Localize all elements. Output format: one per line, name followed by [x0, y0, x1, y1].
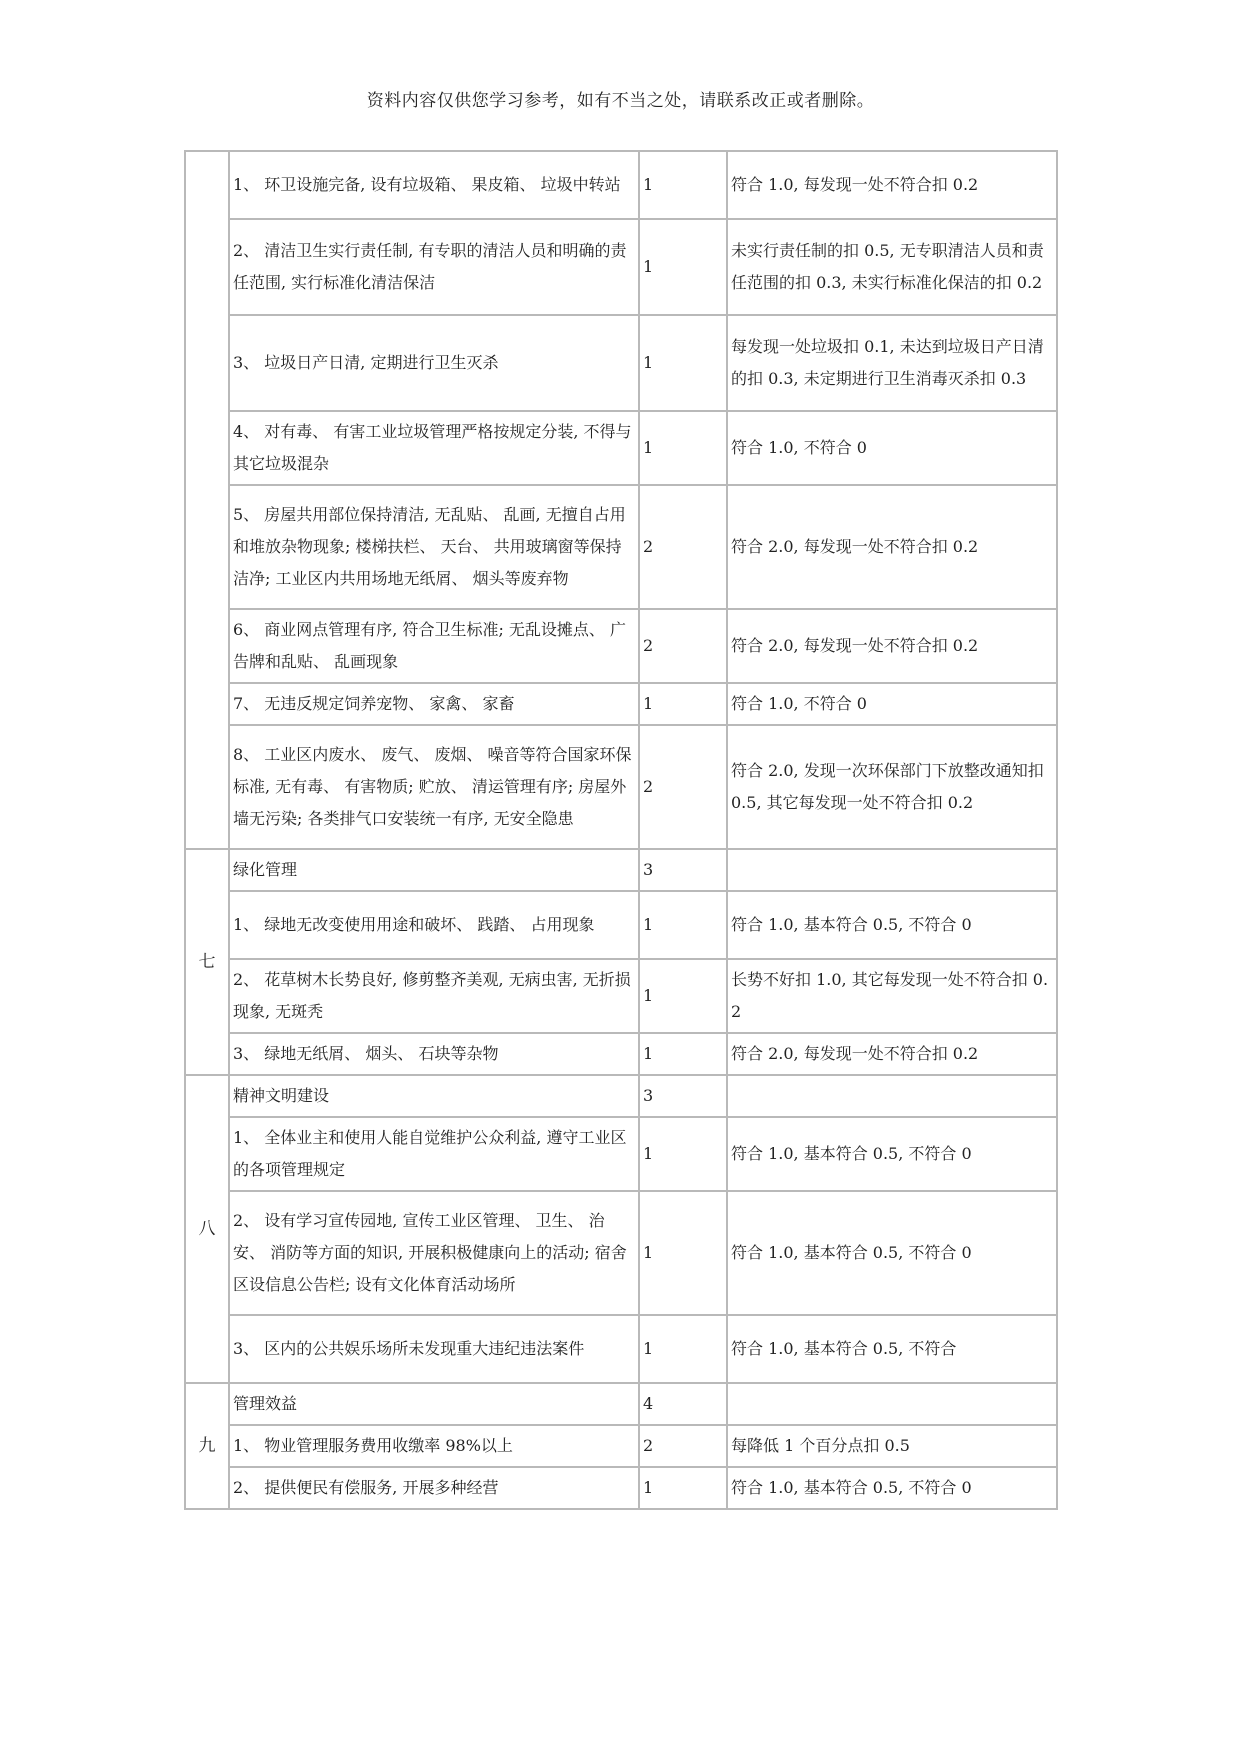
item-description: 3、 垃圾日产日清, 定期进行卫生灭杀 [229, 315, 639, 411]
item-standard: 符合 1.0, 不符合 0 [727, 411, 1057, 485]
page-header-notice: 资料内容仅供您学习参考，如有不当之处，请联系改正或者删除。 [366, 91, 875, 111]
table-row [185, 891, 1057, 959]
item-standard: 符合 1.0, 基本符合 0.5, 不符合 [727, 1315, 1057, 1383]
table-row [185, 1033, 1057, 1075]
table-row [185, 959, 1057, 1033]
item-score: 1 [639, 891, 727, 959]
section-title-row [185, 849, 1057, 891]
item-standard: 符合 1.0, 基本符合 0.5, 不符合 0 [727, 891, 1057, 959]
section-number: 七 [185, 849, 229, 1075]
item-description: 1、 全体业主和使用人能自觉维护公众利益, 遵守工业区的各项管理规定 [229, 1117, 639, 1191]
item-score: 1 [639, 683, 727, 725]
item-standard: 未实行责任制的扣 0.5, 无专职清洁人员和责 任范围的扣 0.3, 未实行标准化保洁的扣 0.2 [727, 219, 1057, 315]
item-description: 3、 绿地无纸屑、 烟头、 石块等杂物 [229, 1033, 639, 1075]
table-row [185, 315, 1057, 411]
item-description: 1、 绿地无改变使用用途和破坏、 践踏、 占用现象 [229, 891, 639, 959]
item-standard: 符合 1.0, 每发现一处不符合扣 0.2 [727, 151, 1057, 219]
item-description: 6、 商业网点管理有序, 符合卫生标准; 无乱设摊点、 广告牌和乱贴、 乱画现象 [229, 609, 639, 683]
table-row [185, 151, 1057, 219]
item-standard: 符合 2.0, 每发现一处不符合扣 0.2 [727, 1033, 1057, 1075]
section-title-row [185, 1075, 1057, 1117]
item-standard: 符合 1.0, 基本符合 0.5, 不符合 0 [727, 1467, 1057, 1509]
table-row [185, 1425, 1057, 1467]
item-standard: 符合 1.0, 基本符合 0.5, 不符合 0 [727, 1191, 1057, 1315]
item-standard [727, 849, 1057, 891]
item-score: 1 [639, 315, 727, 411]
item-standard: 每发现一处垃圾扣 0.1, 未达到垃圾日产日清 的扣 0.3, 未定期进行卫生消毒灭杀扣 0.3 [727, 315, 1057, 411]
item-score: 1 [639, 1117, 727, 1191]
item-description: 2、 设有学习宣传园地, 宣传工业区管理、 卫生、 治安、 消防等方面的知识, 开展积极健康向上的活动; 宿舍区设信息公告栏; 设有文化体育活动场所 [229, 1191, 639, 1315]
table-row [185, 683, 1057, 725]
item-score: 1 [639, 1315, 727, 1383]
item-description: 8、 工业区内废水、 废气、 废烟、 噪音等符合国家环保标准, 无有毒、 有害物质; 贮放、 清运管理有序; 房屋外墙无污染; 各类排气口安装统一有序, 无安全隐患 [229, 725, 639, 849]
item-score: 1 [639, 411, 727, 485]
item-standard: 符合 2.0, 每发现一处不符合扣 0.2 [727, 609, 1057, 683]
section-number: 九 [185, 1383, 229, 1509]
item-description: 7、 无违反规定饲养宠物、 家禽、 家畜 [229, 683, 639, 725]
item-standard: 长势不好扣 1.0, 其它每发现一处不符合扣 0.2 [727, 959, 1057, 1033]
item-description: 2、 清洁卫生实行责任制, 有专职的清洁人员和明确的责任范围, 实行标准化清洁保洁 [229, 219, 639, 315]
table-row [185, 1467, 1057, 1509]
table-row [185, 725, 1057, 849]
section-title: 绿化管理 [229, 849, 639, 891]
item-score: 1 [639, 1033, 727, 1075]
section-title: 管理效益 [229, 1383, 639, 1425]
item-description: 5、 房屋共用部位保持清洁, 无乱贴、 乱画, 无擅自占用和堆放杂物现象; 楼梯扶栏、 天台、 共用玻璃窗等保持洁净; 工业区内共用场地无纸屑、 烟头等废弃物 [229, 485, 639, 609]
table-row [185, 609, 1057, 683]
section-title: 精神文明建设 [229, 1075, 639, 1117]
item-standard: 符合 2.0, 发现一次环保部门下放整改通知扣 0.5, 其它每发现一处不符合扣 0.2 [727, 725, 1057, 849]
table-row [185, 1117, 1057, 1191]
item-description: 2、 花草树木长势良好, 修剪整齐美观, 无病虫害, 无折损现象, 无斑秃 [229, 959, 639, 1033]
item-description: 1、 环卫设施完备, 设有垃圾箱、 果皮箱、 垃圾中转站 [229, 151, 639, 219]
item-standard: 符合 1.0, 基本符合 0.5, 不符合 0 [727, 1117, 1057, 1191]
evaluation-table [184, 150, 1058, 1510]
item-score: 2 [639, 609, 727, 683]
item-score: 3 [639, 1075, 727, 1117]
item-standard: 每降低 1 个百分点扣 0.5 [727, 1425, 1057, 1467]
section-number [185, 151, 229, 849]
item-score: 1 [639, 1191, 727, 1315]
table-row [185, 411, 1057, 485]
item-score: 4 [639, 1383, 727, 1425]
item-standard [727, 1075, 1057, 1117]
table-row [185, 1315, 1057, 1383]
item-description: 2、 提供便民有偿服务, 开展多种经营 [229, 1467, 639, 1509]
table-row [185, 1191, 1057, 1315]
item-score: 1 [639, 219, 727, 315]
item-description: 3、 区内的公共娱乐场所未发现重大违纪违法案件 [229, 1315, 639, 1383]
item-score: 2 [639, 725, 727, 849]
item-score: 1 [639, 959, 727, 1033]
item-description: 1、 物业管理服务费用收缴率 98%以上 [229, 1425, 639, 1467]
item-score: 3 [639, 849, 727, 891]
item-score: 1 [639, 1467, 727, 1509]
item-standard: 符合 1.0, 不符合 0 [727, 683, 1057, 725]
item-standard [727, 1383, 1057, 1425]
item-standard: 符合 2.0, 每发现一处不符合扣 0.2 [727, 485, 1057, 609]
item-score: 1 [639, 151, 727, 219]
item-score: 2 [639, 1425, 727, 1467]
section-title-row [185, 1383, 1057, 1425]
item-score: 2 [639, 485, 727, 609]
section-number: 八 [185, 1075, 229, 1383]
table-row [185, 219, 1057, 315]
item-description: 4、 对有毒、 有害工业垃圾管理严格按规定分装, 不得与其它垃圾混杂 [229, 411, 639, 485]
table-row [185, 485, 1057, 609]
